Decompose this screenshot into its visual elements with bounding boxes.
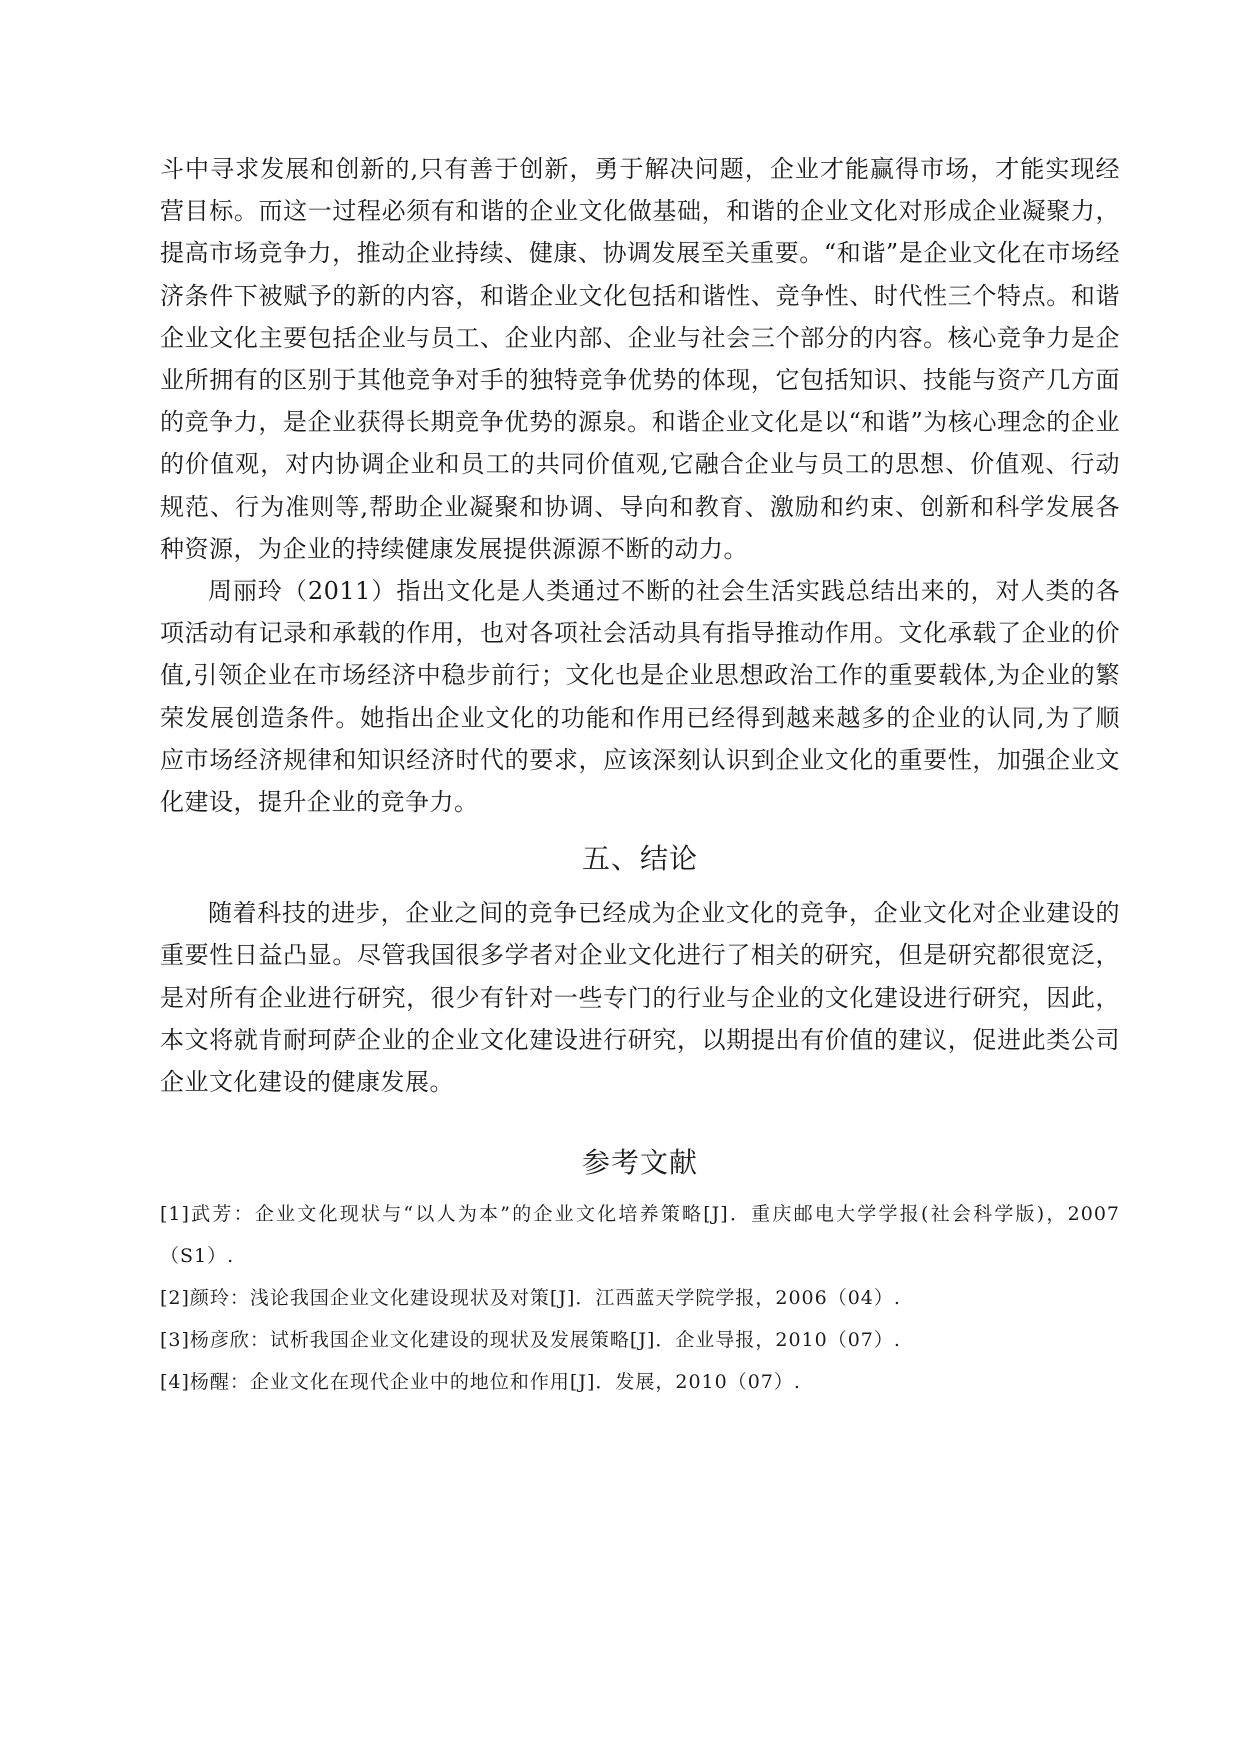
body-paragraph-continued: 斗中寻求发展和创新的,只有善于创新，勇于解决问题，企业才能赢得市场，才能实现经营目标。而这一过程必须有和谐的企业文化做基础，和谐的企业文化对形成企业凝聚力，提高市场竞争力，推动企业持续、健康、协调发展至关重要。“和谐”是企业文化在市场经济条件下被赋予的新的内容，和谐企业文化包括和谐性、竞争性、时代性三个特点。和谐企业文化主要包括企业与员工、企业内部、企业与社会三个部分的内容。核心竞争力是企业所拥有的区别于其他竞争对手的独特竞争优势的体现，它包括知识、技能与资产几方面的竞争力，是企业获得长期竞争优势的源泉。和谐企业文化是以“和谐”为核心理念的企业的价值观，对内协调企业和员工的共同价值观,它融合企业与员工的思想、价值观、行动规范、行为准则等,帮助企业凝聚和协调、导向和教育、激励和约束、创新和科学发展各种资源，为企业的持续健康发展提供源源不断的动力。 xyxy=(160,155,1120,563)
reference-list xyxy=(160,1193,1120,1403)
reference-item-1: [1]武芳：企业文化现状与“以人为本”的企业文化培养策略[J]．重庆邮电大学学报(社会科学版)，2007（S1）. xyxy=(160,1203,1120,1268)
body-paragraph-zhou: 周丽玲（2011）指出文化是人类通过不断的社会生活实践总结出来的，对人类的各项活动有记录和承载的作用，也对各项社会活动具有指导推动作用。文化承载了企业的价值,引领企业在市场经济中稳步前行；文化也是企业思想政治工作的重要载体,为企业的繁荣发展创造条件。她指出企业文化的功能和作用已经得到越来越多的企业的认同,为了顺应市场经济规律和知识经济时代的要求，应该深刻认识到企业文化的重要性，加强企业文化建设，提升企业的竞争力。 xyxy=(160,577,1120,817)
reference-item-4: [4]杨醒：企业文化在现代企业中的地位和作用[J]．发展，2010（07）. xyxy=(160,1371,801,1394)
reference-item-2: [2]颜玲：浅论我国企业文化建设现状及对策[J]．江西蓝天学院学报，2006（04）. xyxy=(160,1287,901,1310)
conclusion-paragraph: 随着科技的进步，企业之间的竞争已经成为企业文化的竞争，企业文化对企业建设的重要性日益凸显。尽管我国很多学者对企业文化进行了相关的研究，但是研究都很宽泛，是对所有企业进行研究，很少有针对一些专门的行业与企业的文化建设进行研究，因此，本文将就肯耐珂萨企业的企业文化建设进行研究，以期提出有价值的建议，促进此类公司企业文化建设的健康发展。 xyxy=(160,899,1120,1097)
document-page xyxy=(160,148,1120,1403)
conclusion-heading: 五、结论 xyxy=(581,842,698,876)
references-heading: 参考文献 xyxy=(581,1146,698,1180)
reference-item-3: [3]杨彦欣：试析我国企业文化建设的现状及发展策略[J]．企业导报，2010（07）. xyxy=(160,1329,901,1352)
